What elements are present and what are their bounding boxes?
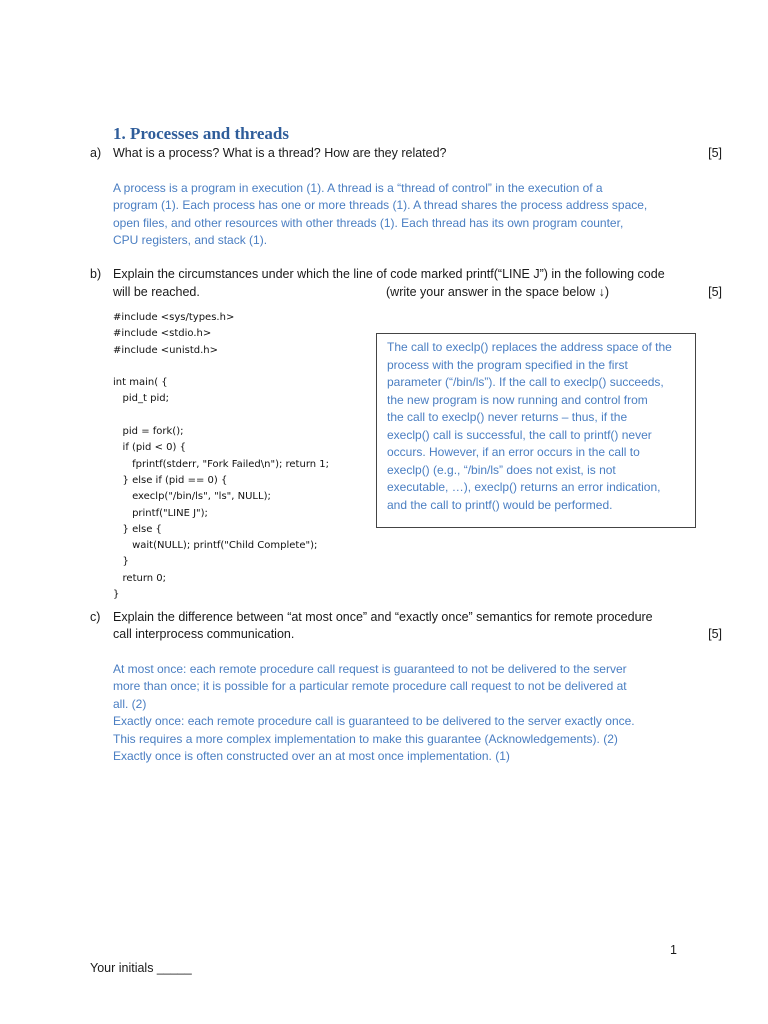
answer-line: all. (2) <box>113 696 147 711</box>
section-heading: 1. Processes and threads <box>113 124 289 143</box>
answer-line: This requires a more complex implementation to make this guarantee (Acknowledgements). (2) <box>113 731 618 746</box>
question-a-text: What is a process? What is a thread? How are they related? <box>113 146 447 160</box>
answer-line: program (1). Each process has one or more threads (1). A thread shares the process address space, <box>113 198 648 213</box>
answer-line: the new program is now running and control from <box>387 392 648 407</box>
answer-line: The call to execlp() replaces the address space of the <box>387 340 672 354</box>
question-c-line1: Explain the difference between “at most once” and “exactly once” semantics for remote procedure <box>113 610 653 624</box>
question-c-answer <box>113 661 635 765</box>
question-b-line2: will be reached. <box>113 285 200 299</box>
answer-line: occurs. However, if an error occurs in the call to <box>387 445 640 459</box>
question-b-hint: (write your answer in the space below ↓) <box>386 285 610 299</box>
question-b-line1: Explain the circumstances under which the line of code marked printf(“LINE J”) in the following code <box>113 267 665 281</box>
question-a-answer <box>113 180 647 250</box>
initials-field: Your initials _____ <box>90 961 192 975</box>
answer-line: At most once: each remote procedure call request is guaranteed to not be delivered to the server <box>113 662 627 676</box>
answer-line: CPU registers, and stack (1). <box>113 233 268 248</box>
question-c-line2: call interprocess communication. <box>113 627 295 641</box>
question-c-marks: [5] <box>708 627 722 641</box>
answer-line: executable, …), execlp() returns an error indication, <box>387 480 661 494</box>
answer-line: more than once; it is possible for a particular remote procedure call request to not be delivered at <box>113 679 627 694</box>
question-a-label: a) <box>90 146 102 160</box>
answer-line: process with the program specified in the first <box>387 357 628 372</box>
page-number: 1 <box>670 943 677 957</box>
question-a-marks: [5] <box>708 146 722 160</box>
answer-box <box>376 333 696 528</box>
answer-line: open files, and other resources with other threads (1). Each thread has its own program counter, <box>113 215 624 230</box>
answer-line: and the call to printf() would be performed. <box>387 497 613 512</box>
question-b-answer <box>387 339 695 514</box>
question-b-marks: [5] <box>708 285 722 299</box>
answer-line: execlp() call is successful, the call to printf() never <box>387 427 652 442</box>
answer-line: execlp() (e.g., “/bin/ls” does not exist, is not <box>387 462 616 477</box>
answer-line: parameter (“/bin/ls”). If the call to execlp() succeeds, <box>387 375 664 389</box>
question-c-label: c) <box>90 610 101 624</box>
answer-line: the call to execlp() never returns – thus, if the <box>387 410 628 424</box>
answer-line: Exactly once: each remote procedure call is guaranteed to be delivered to the server exactly once. <box>113 714 635 729</box>
code-listing: #include <sys/types.h> #include <stdio.h> #include <unistd.h> int main( { pid_t pid; pid = fork(); if (pid < 0) { fprintf(stderr, "Fork Failed\n"); return 1; } else if (pid == 0) { execlp("/bin/ls", "ls", NULL); printf("LINE J"); } else { wait(NULL); printf("Child Complete"); } return 0; } <box>113 312 330 601</box>
answer-line: Exactly once is often constructed over an at most once implementation. (1) <box>113 749 510 764</box>
answer-line: A process is a program in execution (1). A thread is a “thread of control” in the execution of a <box>113 181 603 195</box>
question-b-label: b) <box>90 267 102 281</box>
